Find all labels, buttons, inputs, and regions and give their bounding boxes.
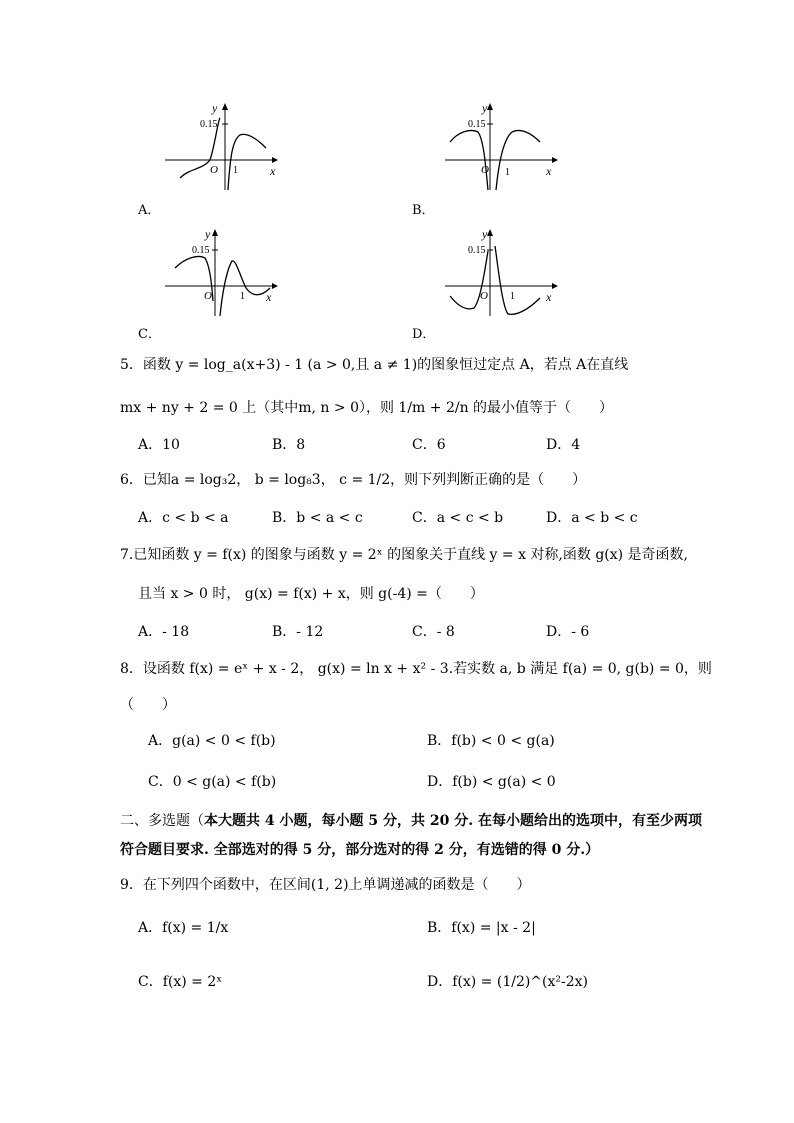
q7-line1: 7.已知函数 y = f(x) 的图象与函数 y = 2ˣ 的图象关于直线 y = x 对称,函数 g(x) 是奇函数, xyxy=(120,547,688,563)
option-a-label: A． xyxy=(138,203,161,218)
q5-option-b: B．8 xyxy=(272,437,306,453)
q8-option-c: C．0 < g(a) < f(b) xyxy=(148,774,277,790)
option-d-label: D． xyxy=(412,327,436,342)
tick-y-label: 0.15 xyxy=(468,119,486,130)
axis-x-label: x xyxy=(546,164,552,178)
q9-option-b: B．f(x) = |x - 2| xyxy=(427,920,536,936)
q8-line1: 8．设函数 f(x) = eˣ + x - 2， g(x) = ln x + x² - 3.若实数 a, b 满足 f(a) = 0, g(b) = 0，则 xyxy=(120,661,712,677)
tick-x-label: 1 xyxy=(505,167,510,178)
q5-option-a: A．10 xyxy=(138,437,180,453)
section2-title: 二、多选题（ xyxy=(120,813,204,829)
axis-x-label: x xyxy=(266,290,272,304)
q6-option-a: A．c < b < a xyxy=(138,510,229,526)
axis-y-label: y xyxy=(482,101,488,115)
tick-x-label: 1 xyxy=(233,165,238,176)
q9-option-a: A．f(x) = 1/x xyxy=(138,920,229,936)
q8-option-d: D．f(b) < g(a) < 0 xyxy=(427,774,556,790)
q9-option-c: C．f(x) = 2ˣ xyxy=(138,974,223,990)
q9-line1: 9．在下列四个函数中，在区间(1, 2)上单调递减的函数是（ ） xyxy=(120,877,531,893)
q7-option-d: D．- 6 xyxy=(546,624,590,640)
q5-option-c: C．6 xyxy=(412,437,446,453)
tick-y-label: 0.15 xyxy=(192,245,210,256)
q6-option-b: B．b < a < c xyxy=(272,510,363,526)
tick-y-label: 0.15 xyxy=(200,119,218,130)
q7-line2: 且当 x > 0 时， g(x) = f(x) + x，则 g(-4) =（ ） xyxy=(138,586,484,602)
option-c-label: C． xyxy=(138,327,161,342)
section2-bold-text: 本大题共 4 小题，每小题 5 分，共 20 分. 在每小题给出的选项中，有至少两项 xyxy=(204,813,702,829)
tick-x-label: 1 xyxy=(240,291,245,302)
tick-y-label: 0.15 xyxy=(468,245,486,256)
q5-line2: mx + ny + 2 = 0 上（其中m, n > 0），则 1/m + 2/n 的最小值等于（ ） xyxy=(120,400,614,416)
q7-option-c: C．- 8 xyxy=(412,624,455,640)
section2-line2: 符合题目要求. 全部选对的得 5 分，部分选对的得 2 分，有选错的得 0 分.） xyxy=(120,842,600,858)
q6-option-c: C．a < c < b xyxy=(412,510,504,526)
axis-x-label: x xyxy=(546,290,552,304)
axis-y-label: y xyxy=(212,101,218,115)
origin-label: O xyxy=(481,164,489,176)
q9-option-d: D．f(x) = (1/2)^(x²-2x) xyxy=(427,974,589,990)
graph-option-b xyxy=(440,100,560,195)
axis-y-label: y xyxy=(482,227,488,241)
q6-option-d: D．a < b < c xyxy=(546,510,638,526)
axis-x-label: x xyxy=(270,164,276,178)
q5-option-d: D．4 xyxy=(546,437,581,453)
tick-x-label: 1 xyxy=(510,291,515,302)
q8-line2: （ ） xyxy=(120,697,176,713)
graph-option-d xyxy=(440,226,560,321)
section2-heading xyxy=(120,811,702,831)
origin-label: O xyxy=(480,290,488,302)
origin-label: O xyxy=(204,290,212,302)
origin-label: O xyxy=(210,164,218,176)
graph-option-c xyxy=(160,226,280,321)
q5-line1: 5．函数 y = log_a(x+3) - 1 (a > 0,且 a ≠ 1)的图象恒过定点 A，若点 A在直线 xyxy=(120,357,629,373)
q6-line1: 6．已知a = log₃2， b = log₈3， c = 1/2，则下列判断正确的是（ ） xyxy=(120,472,587,488)
q7-option-a: A．- 18 xyxy=(138,624,190,640)
q7-option-b: B．- 12 xyxy=(272,624,324,640)
q8-option-a: A．g(a) < 0 < f(b) xyxy=(148,733,276,749)
axis-y-label: y xyxy=(205,227,211,241)
option-b-label: B． xyxy=(412,203,435,218)
q8-option-b: B．f(b) < 0 < g(a) xyxy=(427,733,555,749)
graph-option-a xyxy=(160,100,280,195)
